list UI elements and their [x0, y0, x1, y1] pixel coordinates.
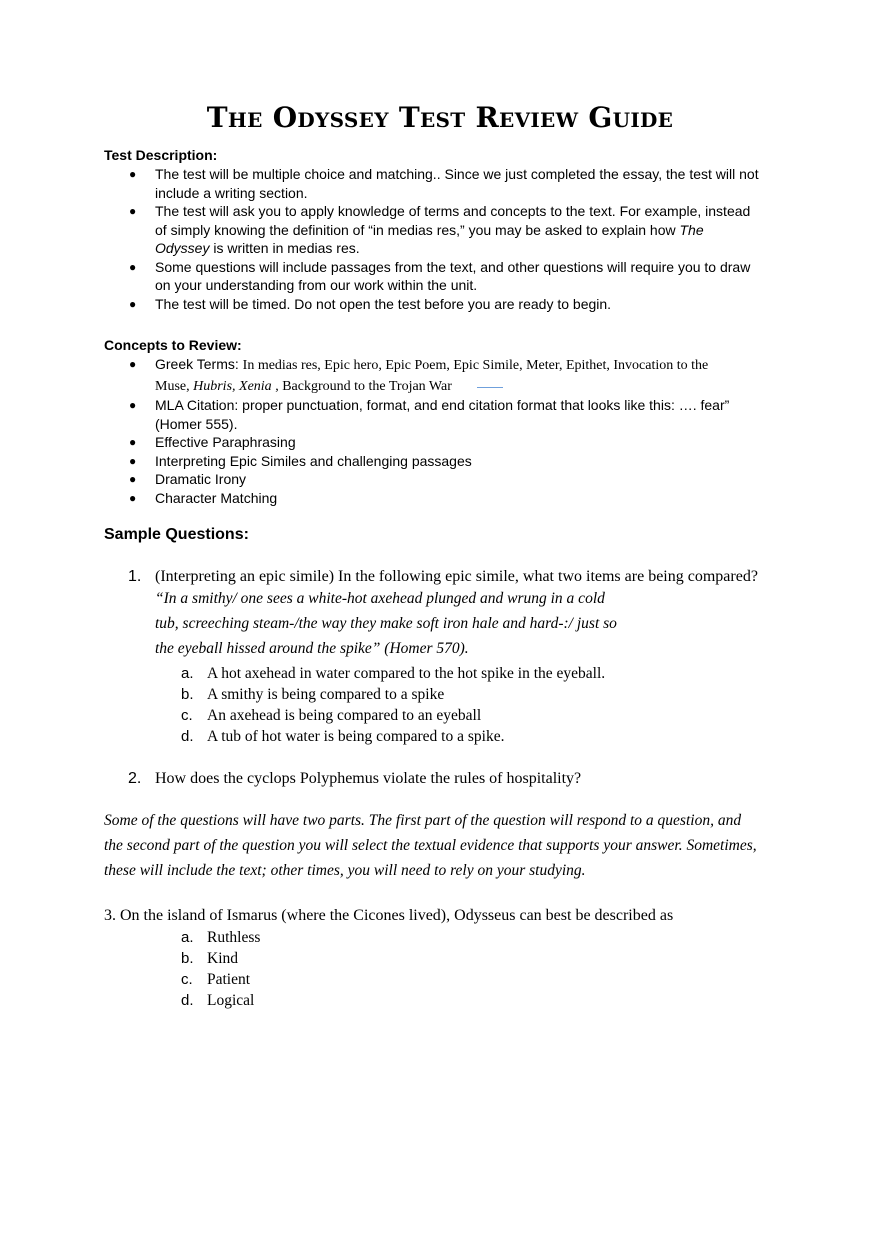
- question-number: 1.: [128, 568, 142, 585]
- bullet-icon: ●: [129, 296, 137, 311]
- instruction-note-line: these will include the text; other times, you will need to rely on your studying.: [104, 862, 586, 879]
- list-item: ● MLA Citation: proper punctuation, format, and end citation format that looks like this: …. fear” (Homer 555).: [129, 397, 730, 432]
- bullet-icon: ●: [129, 357, 137, 371]
- test-description-heading: Test Description:: [104, 147, 218, 163]
- simile-quote-line: the eyeball hissed around the spike” (Homer 570).: [155, 640, 469, 657]
- bullet-icon: ●: [129, 435, 137, 449]
- concepts-heading: Concepts to Review:: [104, 337, 242, 353]
- bullet-icon: ●: [129, 204, 137, 218]
- concepts-list: [104, 355, 794, 507]
- instruction-note-line: the second part of the question you will select the textual evidence that supports your answer. Sometimes,: [104, 837, 757, 854]
- simile-quote-line: tub, screeching steam-/the way they make soft iron hale and hard-:/ just so: [155, 615, 617, 632]
- list-item: ● Dramatic Irony: [129, 471, 247, 487]
- list-item: ● Greek Terms: In medias res, Epic hero, Epic Poem, Epic Simile, Meter, Epithet, Invocation to the Muse, Hubris, Xenia , Background to the Trojan War: [129, 356, 709, 394]
- list-item: ● Character Matching: [129, 489, 278, 506]
- document-page: The Odyssey Test Review Guide Test Description: ● The test will be multiple choice and matching.. Since we just completed the essay, the test will not include a writing section. ● The test will ask you to apply knowledge of terms and concepts to the text. For example, instead of simply knowing the definition of “in medias res,” you may be asked to explain how The Odyssey is written in medias res. ● Some questions will include passages from the text, and other questions will require you to draw on your understanding from our work within the unit. ● The test will be timed. Do not open the test before you are ready to begin. Concepts to Review: ● Greek Terms: In medias res, Epic hero, Epic Poem, Epic Simile, Meter, Epithet, Invocation to the Muse, Hubris, Xenia , Background to the Trojan War ● MLA Citation: proper punctuation, format, and end citation format that looks like this: …. fear” (Homer 555). ● Effective Paraphrasing ● Interpreting Epic Similes and challenging passages ● Dramatic Irony ● Character Matching Sample Questions: 1. (Interpreting an epic simile) In the following epic simile, what two items are being compared? “In a smithy/ one sees a white-hot axehead plunged and wrung in a cold tub, screeching steam-/the way they make soft iron hale and hard-:/ just so the eyeball hissed around the spike” (Homer 570). a. A hot axehead in water compared to the hot spike in the eyeball. b. A smithy is being compared to a spike c. An axehead is being compared to an eyeball d. A tub of hot water is being compared to a spike. 2. How does the cyclops Polyphemus violate the rules of hospitality? Some of the questions will have two parts. The first part of the question will respond to a question, and the second part of the question you will select the textual evidence that supports your answer. Sometimes, these will include the text; other times, you will need to rely on your studying. 3. On the island of Ismarus (where the Cicones lived), Odysseus can best be described as a. Ruthless b. Kind c. Patient d. Logical: [0, 0, 880, 1247]
- question-text: How does the cyclops Polyphemus violate the rules of hospitality?: [155, 770, 582, 787]
- bullet-icon: ●: [129, 453, 137, 468]
- list-item: ● The test will be timed. Do not open the test before you are ready to begin.: [129, 295, 612, 312]
- list-item: ● Effective Paraphrasing: [129, 434, 296, 450]
- bullet-icon: ●: [129, 472, 137, 486]
- page-title: The Odyssey Test Review Guide: [206, 101, 674, 134]
- simile-quote-line: “In a smithy/ one sees a white-hot axehead plunged and wrung in a cold: [155, 590, 605, 607]
- test-description-list: [104, 165, 794, 313]
- instruction-note-line: Some of the questions will have two parts. The first part of the question will respond to a question, and: [104, 812, 742, 829]
- bullet-icon: ●: [129, 490, 137, 505]
- list-item: ● The test will be multiple choice and matching.. Since we just completed the essay, the test will not include a writing section.: [129, 166, 759, 201]
- list-item: ● Some questions will include passages from the text, and other questions will require you to draw on your understanding from our work within the unit.: [129, 258, 751, 293]
- question-number: 2.: [128, 770, 142, 787]
- bullet-icon: ●: [129, 167, 137, 181]
- list-item: ● The test will ask you to apply knowledge of terms and concepts to the text. For example, instead of simply knowing the definition of “in medias res,” you may be asked to explain how The Odyssey is written in medias res.: [129, 203, 751, 256]
- question-3: 3. On the island of Ismarus (where the Cicones lived), Odysseus can best be described as: [104, 907, 674, 924]
- question-text: (Interpreting an epic simile) In the following epic simile, what two items are being compared?: [155, 568, 758, 585]
- list-item: ● Interpreting Epic Similes and challenging passages: [129, 452, 472, 469]
- blue-underline-mark: [477, 387, 503, 388]
- bullet-icon: ●: [129, 398, 137, 412]
- bullet-icon: ●: [129, 259, 137, 274]
- sample-questions-heading: Sample Questions:: [104, 526, 249, 543]
